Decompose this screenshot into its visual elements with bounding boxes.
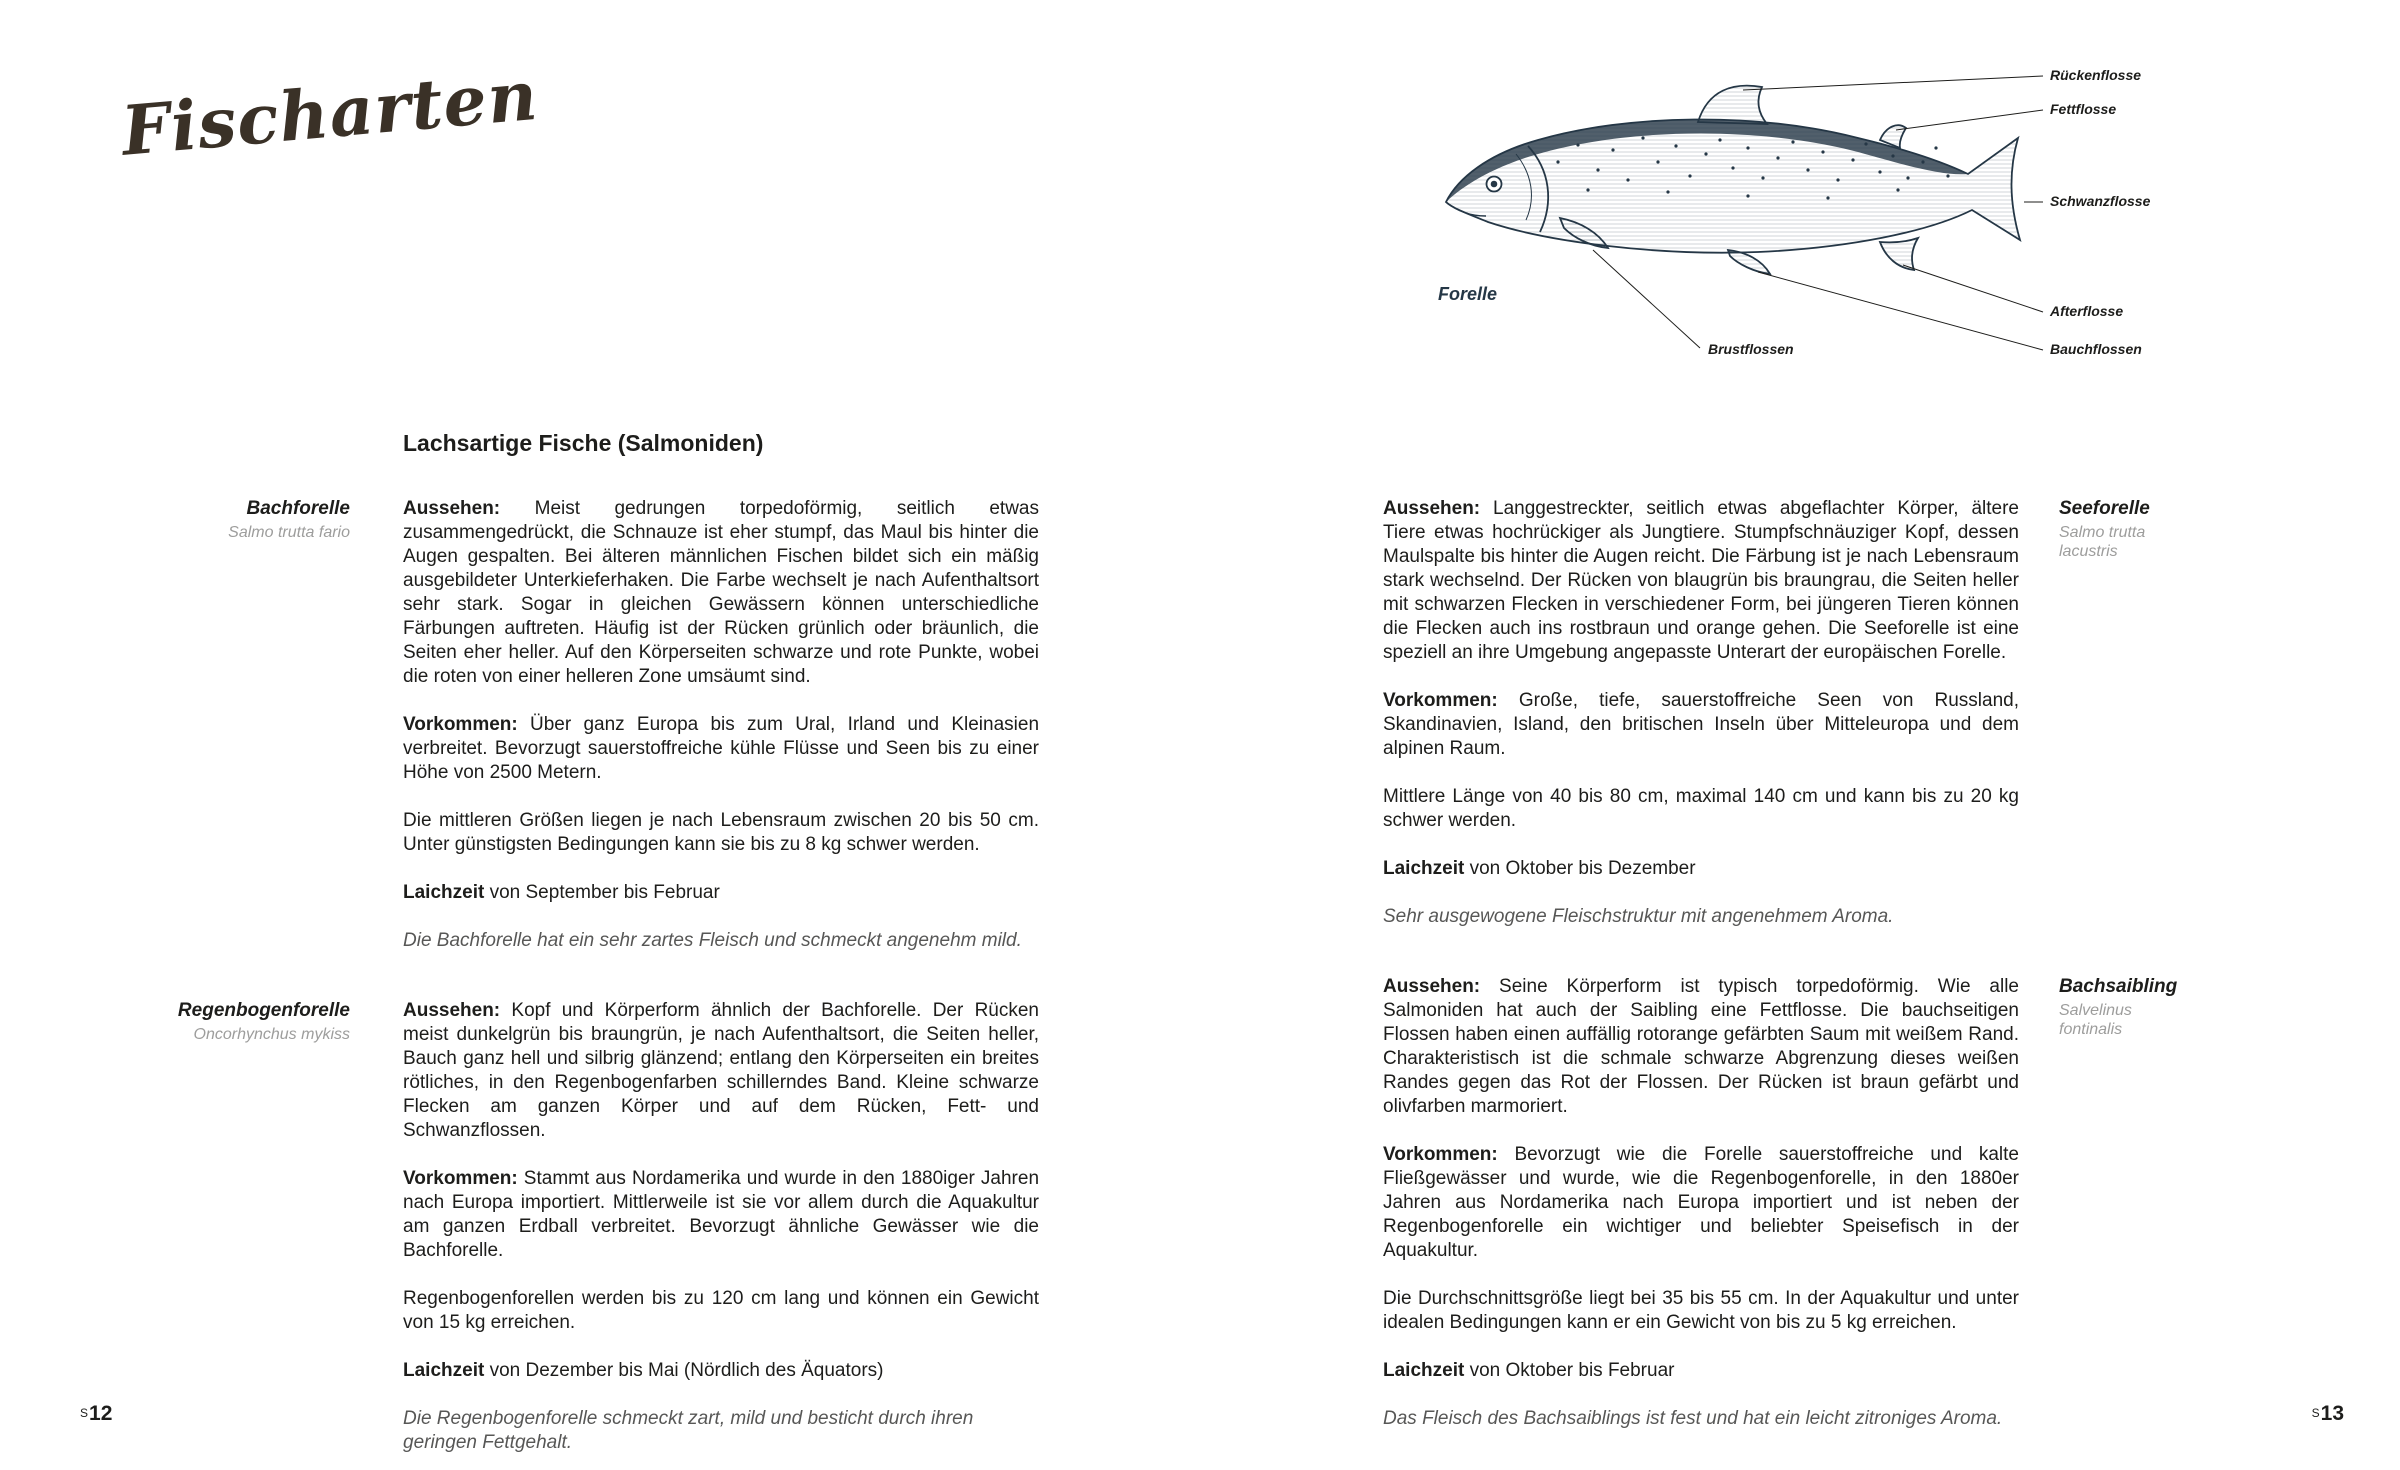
fish-latin-name: Salmo trutta lacustris bbox=[2059, 524, 2146, 560]
page-title: Fischarten bbox=[118, 55, 542, 172]
taste-note: Das Fleisch des Bachsaiblings ist fest und hat ein leicht zitroniges Aroma. bbox=[1383, 1408, 2003, 1429]
fish-latin-name: Oncorhynchus mykiss bbox=[193, 1026, 350, 1043]
fish-entry-bachforelle bbox=[130, 497, 1039, 953]
page-number-value: 12 bbox=[89, 1402, 113, 1425]
anal-fin bbox=[1880, 238, 1918, 270]
laichzeit-paragraph bbox=[403, 881, 1039, 905]
adipose-fin-label: Fettflosse bbox=[2050, 101, 2117, 117]
vorkommen-paragraph bbox=[403, 1167, 1039, 1263]
vorkommen-text: Bevorzugt wie die Forelle sauerstoffreiche und kalte Fließgewässer und wurde, wie die Regenbogenforelle, in den 1880er Jahren aus Nordamerika nach Europa importiert und ist neben der Regenbogenforelle ein wichtiger und beliebter Speisefisch in der Aquakultur. bbox=[1383, 1144, 2019, 1261]
laichzeit-paragraph bbox=[403, 1359, 1039, 1383]
vorkommen-paragraph bbox=[1383, 1143, 2019, 1263]
fish-name: Seeforelle bbox=[2059, 498, 2150, 519]
pelvic-fin-label: Bauchflossen bbox=[2050, 341, 2142, 357]
entry-body bbox=[403, 497, 1039, 953]
taste-note: Die Regenbogenforelle schmeckt zart, mild und besticht durch ihren geringen Fettgehalt. bbox=[403, 1408, 974, 1453]
leader-dorsal bbox=[1743, 76, 2043, 90]
diagram-caption: Forelle bbox=[1438, 284, 1498, 304]
leader-anal bbox=[1903, 265, 2043, 312]
vorkommen-text: Stammt aus Nordamerika und wurde in den 1880iger Jahren nach Europa importiert. Mittlerweile ist sie vor allem durch die Aquakultur am ganzen Erdball verbreitet. Bevorzugt ähnliche Gewässer wie die Bachforelle. bbox=[403, 1168, 1040, 1261]
entry-body bbox=[1383, 975, 2019, 1431]
aussehen-text: Kopf und Körperform ähnlich der Bachforelle. Der Rücken meist dunkelgrün bis braungrün, je nach Aufenthaltsort, die Seiten heller, Bauch ganz hell und silbrig glänzend; entlang den Körperseiten ein breites rötliches, in den Regenbogenfarben schillerndes Band. Kleine schwarze Flecken am ganzen Körper und auf dem Rücken, Fett- und Schwanzflossen. bbox=[403, 1000, 1039, 1141]
fish-latin-name: Salmo trutta fario bbox=[228, 524, 350, 541]
entry-margin-label bbox=[130, 999, 350, 1455]
entry-margin-label bbox=[2059, 975, 2177, 1431]
laichzeit-label: Laichzeit bbox=[403, 882, 485, 903]
fish-latin-name: Salvelinus fontinalis bbox=[2059, 1002, 2132, 1038]
size-paragraph: Die Durchschnittsgröße liegt bei 35 bis 55 cm. In der Aquakultur und unter idealen Bedingungen kann er ein Gewicht von bis zu 5 kg erreichen. bbox=[1383, 1288, 2019, 1333]
laichzeit-label: Laichzeit bbox=[1383, 1360, 1465, 1381]
fish-entry-regenbogenforelle bbox=[130, 999, 1039, 1455]
laichzeit-text: von Dezember bis Mai (Nördlich des Äquators) bbox=[489, 1360, 884, 1381]
vorkommen-label: Vorkommen: bbox=[1383, 690, 1498, 711]
dorsal-fin-label: Rückenflosse bbox=[2050, 67, 2142, 83]
page-number-left bbox=[80, 1402, 112, 1426]
fish-name: Bachsaibling bbox=[2059, 976, 2178, 997]
page-number-value: 13 bbox=[2320, 1402, 2344, 1425]
aussehen-paragraph bbox=[403, 999, 1039, 1143]
fish-body bbox=[1446, 119, 2020, 252]
entry-margin-label bbox=[130, 497, 350, 953]
page-number-prefix: S bbox=[2311, 1406, 2320, 1420]
entry-margin-label bbox=[2059, 497, 2153, 929]
entry-body bbox=[403, 999, 1039, 1455]
vorkommen-label: Vorkommen: bbox=[403, 714, 518, 735]
entry-body bbox=[1383, 497, 2019, 929]
fish-name: Bachforelle bbox=[246, 498, 350, 519]
laichzeit-paragraph bbox=[1383, 857, 2019, 881]
vorkommen-label: Vorkommen: bbox=[1383, 1144, 1498, 1165]
leader-pelvic bbox=[1758, 272, 2043, 350]
aussehen-label: Aussehen: bbox=[403, 1000, 501, 1021]
laichzeit-text: von Oktober bis Februar bbox=[1469, 1360, 1675, 1381]
taste-note: Sehr ausgewogene Fleischstruktur mit angenehmem Aroma. bbox=[1383, 906, 1894, 927]
laichzeit-text: von September bis Februar bbox=[489, 882, 720, 903]
pelvic-fin bbox=[1728, 250, 1770, 274]
laichzeit-paragraph bbox=[1383, 1359, 2019, 1383]
vorkommen-paragraph bbox=[403, 713, 1039, 785]
aussehen-label: Aussehen: bbox=[1383, 498, 1481, 519]
pectoral-fin-label: Brustflossen bbox=[1708, 341, 1794, 357]
section-heading: Lachsartige Fische (Salmoniden) bbox=[403, 430, 764, 456]
laichzeit-label: Laichzeit bbox=[1383, 858, 1465, 879]
leader-pectoral bbox=[1593, 250, 1700, 348]
anal-fin-label: Afterflosse bbox=[2050, 303, 2124, 319]
laichzeit-text: von Oktober bis Dezember bbox=[1469, 858, 1696, 879]
aussehen-text: Seine Körperform ist typisch torpedoförmig. Wie alle Salmoniden hat auch der Saibling eine Fettflosse. Die bauchseitigen Flossen haben einen auffällig rotorange gefärbten Saum mit weißem Rand. Charakteristisch ist die schmale schwarze Abgrenzung dieses weißen Randes gegen das Rot der Flossen. Der Rücken ist braun gefärbt und olivfarben marmoriert. bbox=[1383, 976, 2020, 1117]
aussehen-paragraph bbox=[1383, 975, 2019, 1119]
dorsal-fin bbox=[1698, 86, 1767, 124]
trout-anatomy-diagram bbox=[1428, 50, 2150, 384]
right-page-column bbox=[1383, 497, 2178, 1431]
page-number-prefix: S bbox=[80, 1406, 89, 1420]
aussehen-label: Aussehen: bbox=[403, 498, 501, 519]
page-number-right bbox=[2312, 1402, 2344, 1426]
size-paragraph: Die mittleren Größen liegen je nach Lebensraum zwischen 20 bis 50 cm. Unter günstigsten Bedingungen kann sie bis zu 8 kg schwer werden. bbox=[403, 810, 1039, 855]
vorkommen-text: Über ganz Europa bis zum Ural, Irland und Kleinasien verbreitet. Bevorzugt sauerstoffreiche kühle Flüsse und Seen bis zu einer Höhe von 2500 Metern. bbox=[403, 714, 1040, 783]
vorkommen-text: Große, tiefe, sauerstoffreiche Seen von Russland, Skandinavien, Island, den britischen Inseln über Mitteleuropa und dem alpinen Raum. bbox=[1383, 690, 2020, 759]
trout-diagram-svg bbox=[1428, 50, 2150, 384]
vorkommen-paragraph bbox=[1383, 689, 2019, 761]
vorkommen-label: Vorkommen: bbox=[403, 1168, 518, 1189]
caudal-fin-label: Schwanzflosse bbox=[2050, 193, 2150, 209]
aussehen-paragraph bbox=[403, 497, 1039, 689]
aussehen-label: Aussehen: bbox=[1383, 976, 1481, 997]
leader-adipose bbox=[1896, 110, 2043, 130]
laichzeit-label: Laichzeit bbox=[403, 1360, 485, 1381]
aussehen-text: Langgestreckter, seitlich etwas abgeflachter Körper, ältere Tiere etwas hochrückiger als Jungtiere. Stumpfschnäuziger Kopf, dessen Maulspalte bis hinter die Augen reicht. Die Färbung ist je nach Lebensraum stark wechselnd. Der Rücken von blaugrün bis braungrau, die Seiten heller mit schwarzen Flecken in verschiedener Form, bei jüngeren Tieren können die Flecken auch ins rostbraun und orange gehen. Die Seeforelle ist eine speziell an ihre Umgebung angepasste Unterart der europäischen Forelle. bbox=[1383, 498, 2019, 663]
eye-pupil bbox=[1491, 181, 1498, 188]
fish-entry-bachsaibling bbox=[1383, 975, 2178, 1431]
aussehen-text: Meist gedrungen torpedoförmig, seitlich etwas zusammengedrückt, die Schnauze ist eher stumpf, das Maul bis hinter die Augen gespalten. Bei älteren männlichen Fischen bildet sich ein mäßig ausgebildeter Unterkieferhaken. Die Farbe wechselt je nach Aufenthaltsort sehr stark. Sogar in gleichen Gewässern können unterschiedliche Färbungen auftreten. Häufig ist der Rücken grünlich oder bräunlich, die Seiten eher heller. Auf den Körperseiten schwarze und rote Punkte, wobei die roten von einer helleren Zone umsäumt sind. bbox=[403, 498, 1040, 687]
aussehen-paragraph bbox=[1383, 497, 2019, 665]
fish-entry-seeforelle bbox=[1383, 497, 2153, 929]
left-page-column bbox=[130, 432, 1039, 1455]
trout-illustration bbox=[1446, 86, 2020, 274]
size-paragraph: Regenbogenforellen werden bis zu 120 cm lang und können ein Gewicht von 15 kg erreichen. bbox=[403, 1288, 1039, 1333]
size-paragraph: Mittlere Länge von 40 bis 80 cm, maximal 140 cm und kann bis zu 20 kg schwer werden. bbox=[1383, 786, 2019, 831]
taste-note: Die Bachforelle hat ein sehr zartes Fleisch und schmeckt angenehm mild. bbox=[403, 930, 1022, 951]
fish-name: Regenbogenforelle bbox=[177, 1000, 350, 1021]
